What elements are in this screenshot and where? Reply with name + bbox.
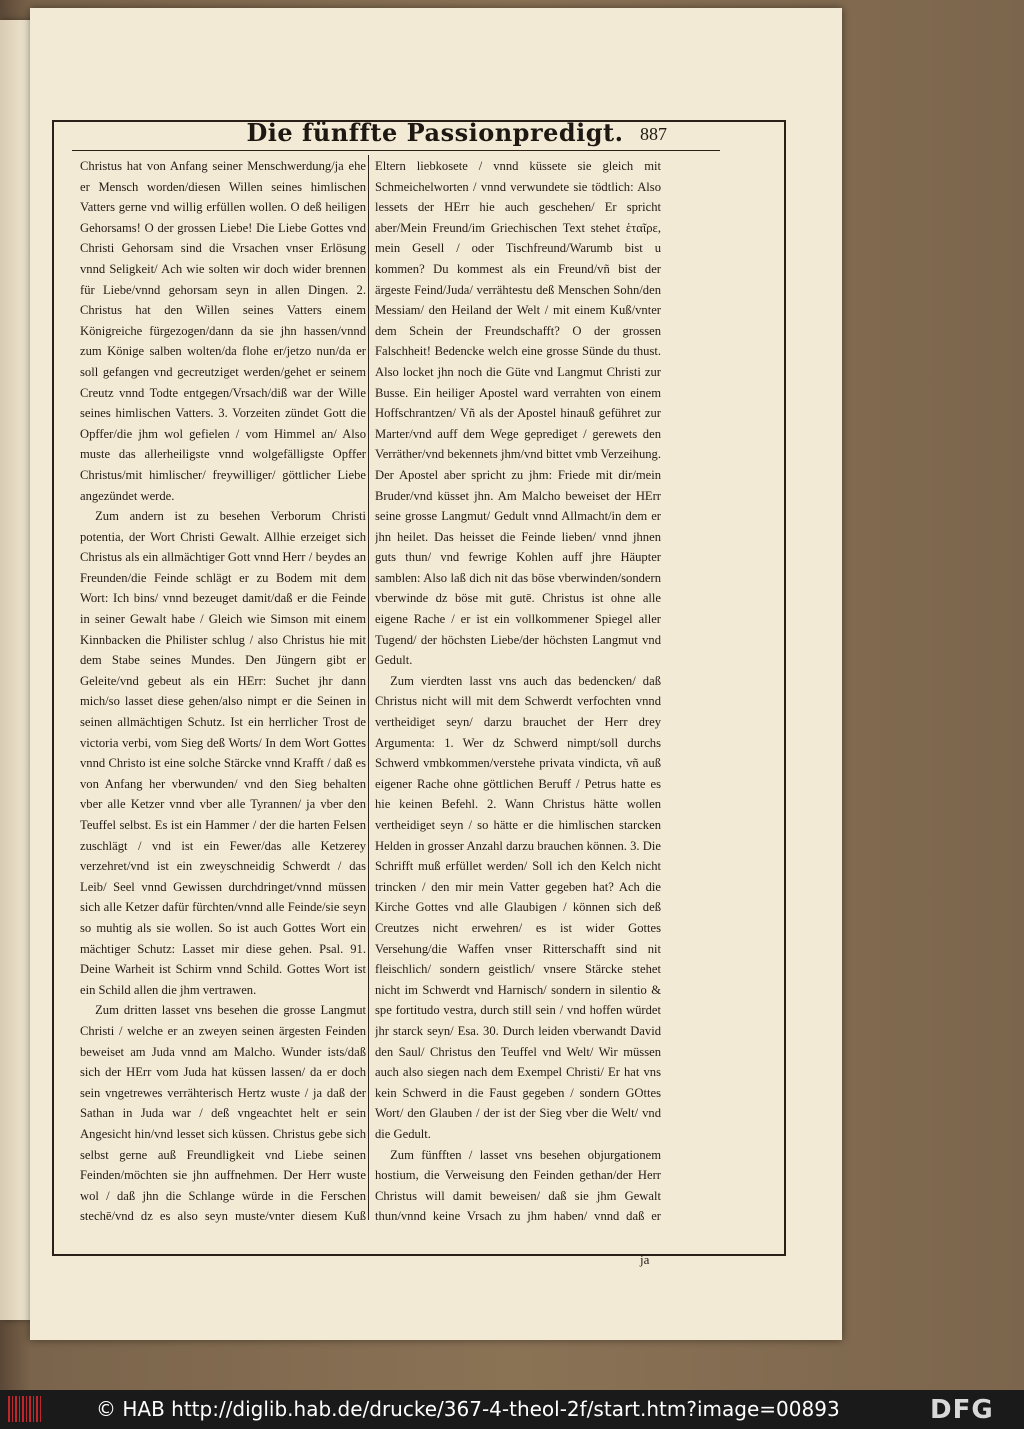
running-head: Die fünffte Passionpredigt. [246, 118, 624, 147]
paragraph: Zum fünfften / lasset vns besehen objurgationem hostium, die Verweisung den Feinden gethan/der Herr Christus will damit beweisen/ daß sie jhm Gewalt thun/vnnd keine Vrsach zu jhm haben/ vnnd daß er [375, 1147, 661, 1224]
viewer-footer [0, 1390, 1024, 1429]
left-column [80, 156, 366, 1226]
paragraph: Eltern liebkosete / vnnd küssete sie gleich mit Schmeichelworten / vnnd verwundete sie tödtlich: Also lessets der HErr hie auch geschehen/ Er spricht aber/Mein Freund/im Griechischen Text stehet ἑταῖρε, mein Gesell / oder Tischfreund/Warumb bist u kommen? Du kommest als ein Freund/vñ bist der ärgeste Feind/Juda/ verrähtestu deß Menschen Sohn/den Messiam/ den Heiland der Welt / mit einem Kuß/vnter dem Schein der Freundschafft? O der grossen Falschheit! Bedencke welch eine grosse Sünde du thust. Also locket jhn noch die Güte vnd Langmut Christi zur Busse. Ein heiliger Apostel ward verrahten von einem Hoffschrantzen/ Vñ als der Apostel hinauß geführet zur Marter/vnd auff dem Wege geprediget / gerewets den Verräther/vnd bekennets jhm/vnd bittet vmb Verzeihung. Der Apostel aber spricht zu jhm: Friede mit dir/mein Bruder/vnd küsset jhn. Am Malcho beweiset der HErr seine grosse Langmut/ Gedult vnnd Allmacht/in dem er jhn heilet. Das heisset die Feinde lieben/ vnnd jhnen guts thun/ vnd fewrige Kohlen auff jhre Häupter samblen: Also laß dich nit das böse vberwinden/sondern vberwinde dz böse mit gutē. Christus ist ohne alle eigene Rache / er ist ein vollkommener Spiegel aller Tugend/ der höchsten Liebe/der höchsten Langmut vnd Gedult. [375, 159, 661, 668]
header-rule [72, 150, 720, 151]
dfg-logo: DFG [930, 1395, 994, 1425]
paragraph: Zum dritten lasset vns besehen die grosse Langmut Christi / welche er an zweyen seinen ärgesten Feinden beweiset am Juda vnnd am Malcho. Wunder ists/daß sich der HErr vom Juda hat küssen lassen/ da er doch sein vngetrewes verrähterisch Hertz wuste / ja daß der Sathan in Juda war / deß vngeachtet helt er sein Angesicht hin/vnd lesset sich küssen. Christus gebe sich selbst gerne auß Freundligkeit vnd Liebe seinen Feinden/möchten sie jhn auffnehmen. Der Herr wuste wol / daß jhn die Schlange würde in die Ferschen stechē/vnd dz es also seyn muste/vnter diesem Kuß [80, 1003, 366, 1224]
paragraph: Christus hat von Anfang seiner Menschwerdung/ja ehe er Mensch worden/diesen Willen seines himlischen Vatters gerne vnd willig erfüllen wollen. O deß heiligen Gehorsams! O der grossen Liebe! Die Liebe Gottes vnd Christi Gehorsam sind die Vrsachen vnser Erlösung vnnd Seligkeit/ Ach wie solten wir doch wider brennen für Liebe/vnnd gehorsam seyn in allen Dingen. 2. Christus hat den Willen seines Vatters einem Königreiche fürgezogen/dann da sie jhn hassen/vnnd zum Könige salben wolten/da flohe er/jetzo nun/da er soll gefangen vnd gecreutziget werden/gehet er seinem Creutz vnnd Todte entgegen/Vrsach/diß war der Wille seines himlischen Vatters. 3. Vorzeiten zündet Gott die Opffer/die jhm wol gefielen / vom Himmel an/ Also muste das allerheiligste vnnd wolgefälligste Opffer Christus/mit himlischer/ freywilliger/ göttlicher Liebe angezündet werde. [80, 159, 366, 503]
column-rule [368, 155, 369, 1220]
barcode-icon [8, 1396, 42, 1422]
page-number: 887 [640, 124, 667, 144]
paragraph: Zum vierdten lasst vns auch das bedencken/ daß Christus nicht will mit dem Schwerdt verfochten vnnd vertheidiget seyn/ darzu brauchet der Herr drey Argumenta: 1. Wer dz Schwerd nimpt/soll durchs Schwerd vmbkommen/verstehe privata vindicta, vñ auß eigener Rache ohne göttlichen Beruff / Petrus hatte es hie keinen Befehl. 2. Wann Christus hätte wollen vertheidiget seyn / so hätte er die himlischen starcken Helden in grosser Anzahl darzu brauchen können. 3. Die Schrifft muß erfüllet werden/ Soll ich den Kelch nicht trincken / den mir mein Vatter gegeben hat? Ach die Kirche Gottes vnd alle Glaubigen / können sich deß Creutzes nicht erwehren/ es ist wider Gottes Versehung/die Waffen vnser Ritterschafft sind nit fleischlich/ sondern geistlich/ vnsere Stärcke stehet nicht im Schwerdt vnd Harnisch/ sondern in silentio & spe fortitudo vestra, durch still sein / vnd hoffen würdet jhr starck seyn/ Esa. 30. Durch leiden vberwandt David den Saul/ Christus den Teuffel vnd Welt/ Wir müssen auch also siegen nach dem Exempel Christi/ Er hat vns kein Schwerd in die Faust gegeben / sondern GOttes Wort/ den Glauben / der ist der Sieg vber die Welt/ vnd die Gedult. [375, 673, 661, 1141]
right-column [375, 156, 661, 1226]
catchword: ja [640, 1252, 650, 1267]
paragraph: Zum andern ist zu besehen Verborum Christi potentia, der Wort Christi Gewalt. Allhie erzeiget sich Christus als ein allmächtiger Gott vnnd Herr / beydes an Freunden/die Feinde schlägt er zu Bodem mit dem Wort: Ich bins/ vnnd bezeuget damit/daß er die Feinde in seiner Gewalt habe / Gleich wie Simson mit einem Kinnbacken die Philister schlug / also Christus hie mit dem Stabe seines Mundes. Den Jüngern gibt er Geleite/vnd gebeut als ein HErr: Suchet jhr dann mich/so lasset diese gehen/also nimpt er die Seinen in seinen allmächtigen Schutz. Ist ein herrlicher Trost de victoria verbi, vom Sieg deß Worts/ In dem Wort Gottes vnnd Christo ist eine solche Stärcke vnnd Krafft / daß es von Anfang her vberwunden/ vnd den Sieg behalten vber alle Ketzer vnnd vber alle Tyrannen/ ja vber den Teuffel selbst. Es ist ein Hammer / der die harten Felsen zuschlägt / vnd ist ein Fewer/das alle Ketzerey verzehret/vnd ist ein zweyschneidig Schwerdt / das Leib/ Seel vnnd Gewissen durchdringet/vnnd müssen sich alle Ketzer dafür fürchten/vnnd alle Feinde/sie seyn so muhtig als sie wollen. So ist auch Gottes Wort ein mächtiger Schutz: Lasset mir diese gehen. Psal. 91. Deine Warheit ist Schirm vnnd Schild. Gottes Wort ist ein Schild allen die jhm vertrawen. [80, 509, 366, 997]
source-url[interactable]: © HAB http://diglib.hab.de/drucke/367-4-theol-2f/start.htm?image=00893 [96, 1397, 840, 1421]
